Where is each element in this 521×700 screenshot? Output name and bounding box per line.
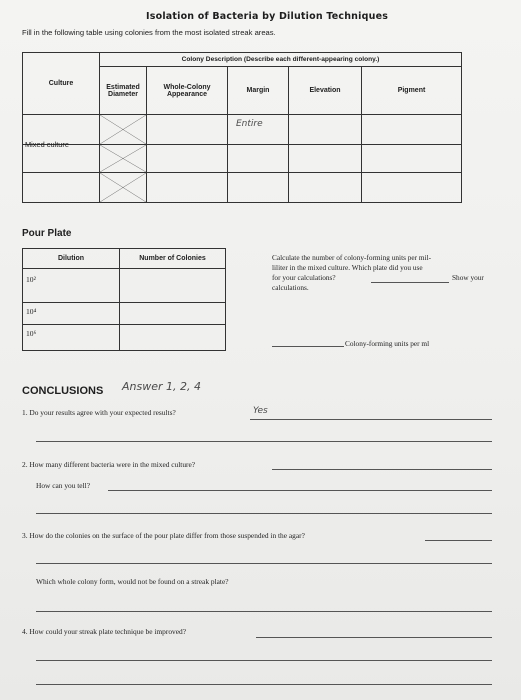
margin-cell[interactable]: [228, 145, 289, 173]
dilution-value: 10⁴: [26, 307, 37, 316]
calc-prompt-line: liliter in the mixed culture. Which plate did you use: [272, 263, 423, 272]
calc-prompt-line: calculations.: [272, 283, 309, 292]
calc-prompt-line: for your calculations?: [272, 273, 336, 282]
elevation-cell[interactable]: [289, 173, 362, 203]
question-3b: Which whole colony form, would not be found on a streak plate?: [36, 577, 229, 586]
dilution-value: 10⁶: [26, 329, 37, 338]
answer-line[interactable]: [36, 513, 492, 514]
worksheet-title: Isolation of Bacteria by Dilution Techniques: [146, 11, 389, 22]
dilution-cell: [23, 269, 120, 303]
conclusions-heading: CONCLUSIONS: [22, 385, 104, 397]
handwritten-answer-note: Answer 1, 2, 4: [122, 380, 201, 393]
answer-line[interactable]: [36, 441, 492, 442]
colony-count-cell[interactable]: [120, 303, 226, 325]
question-2b: How can you tell?: [36, 481, 90, 490]
answer-line[interactable]: [256, 637, 492, 638]
question-3: 3. How do the colonies on the surface of the pour plate differ from those suspended in the agar?: [22, 531, 305, 540]
answer-line[interactable]: [250, 419, 492, 420]
mixed-culture-row-label-cell: [23, 140, 100, 173]
appearance-cell[interactable]: [147, 115, 228, 145]
table-instruction: Fill in the following table using colonies from the most isolated streak areas.: [22, 28, 276, 37]
culture-header: Culture: [23, 53, 100, 115]
handwritten-margin-answer: Entire: [236, 119, 263, 129]
question-1: 1. Do your results agree with your expected results?: [22, 408, 176, 417]
pigment-header: Pigment: [362, 67, 462, 115]
margin-cell[interactable]: [228, 173, 289, 203]
margin-cell[interactable]: [228, 115, 289, 145]
cfu-calculation-prompt: [272, 253, 497, 293]
calc-prompt-line: Calculate the number of colony-forming units per mil-: [272, 253, 432, 262]
answer-line[interactable]: [272, 469, 492, 470]
answer-line[interactable]: [36, 660, 492, 661]
dilution-cell: [23, 303, 120, 325]
calc-prompt-line: Show your: [452, 273, 484, 282]
crossed-cell: [100, 145, 147, 173]
crossed-cell: [100, 173, 147, 203]
pigment-cell[interactable]: [362, 173, 462, 203]
mixed-culture-label: Mixed culture: [25, 140, 69, 149]
number-of-colonies-header: Number of Colonies: [120, 249, 226, 269]
appearance-cell[interactable]: [147, 145, 228, 173]
crossed-cell: [100, 115, 147, 145]
culture-cell: [23, 173, 100, 203]
pigment-cell[interactable]: [362, 115, 462, 145]
dilution-header: Dilution: [23, 249, 120, 269]
question-4: 4. How could your streak plate technique be improved?: [22, 627, 186, 636]
appearance-cell[interactable]: [147, 173, 228, 203]
question-2: 2. How many different bacteria were in the mixed culture?: [22, 460, 196, 469]
colony-count-cell[interactable]: [120, 269, 226, 303]
answer-line[interactable]: [36, 611, 492, 612]
cfu-answer-blank[interactable]: [272, 346, 344, 347]
pour-plate-table: [22, 248, 226, 351]
plate-used-blank[interactable]: [371, 282, 449, 283]
answer-line[interactable]: [36, 684, 492, 685]
dilution-value: 10²: [26, 275, 36, 284]
calc-prompt-line-with-blank: [272, 273, 497, 283]
margin-header: Margin: [228, 67, 289, 115]
answer-line[interactable]: [108, 490, 492, 491]
estimated-diameter-header: Estimated Diameter: [100, 67, 147, 115]
whole-colony-appearance-header: Whole-Colony Appearance: [147, 67, 228, 115]
answer-line[interactable]: [36, 563, 492, 564]
cfu-label: Colony-forming units per ml: [345, 339, 430, 348]
question-1-answer[interactable]: Yes: [253, 406, 268, 416]
elevation-cell[interactable]: [289, 145, 362, 173]
elevation-cell[interactable]: [289, 115, 362, 145]
colony-description-table: [22, 52, 462, 203]
dilution-cell: [23, 325, 120, 351]
colony-count-cell[interactable]: [120, 325, 226, 351]
answer-line[interactable]: [425, 540, 492, 541]
pour-plate-heading: Pour Plate: [22, 228, 72, 239]
elevation-header: Elevation: [289, 67, 362, 115]
colony-description-header: Colony Description (Describe each different-appearing colony.): [100, 53, 462, 67]
pigment-cell[interactable]: [362, 145, 462, 173]
